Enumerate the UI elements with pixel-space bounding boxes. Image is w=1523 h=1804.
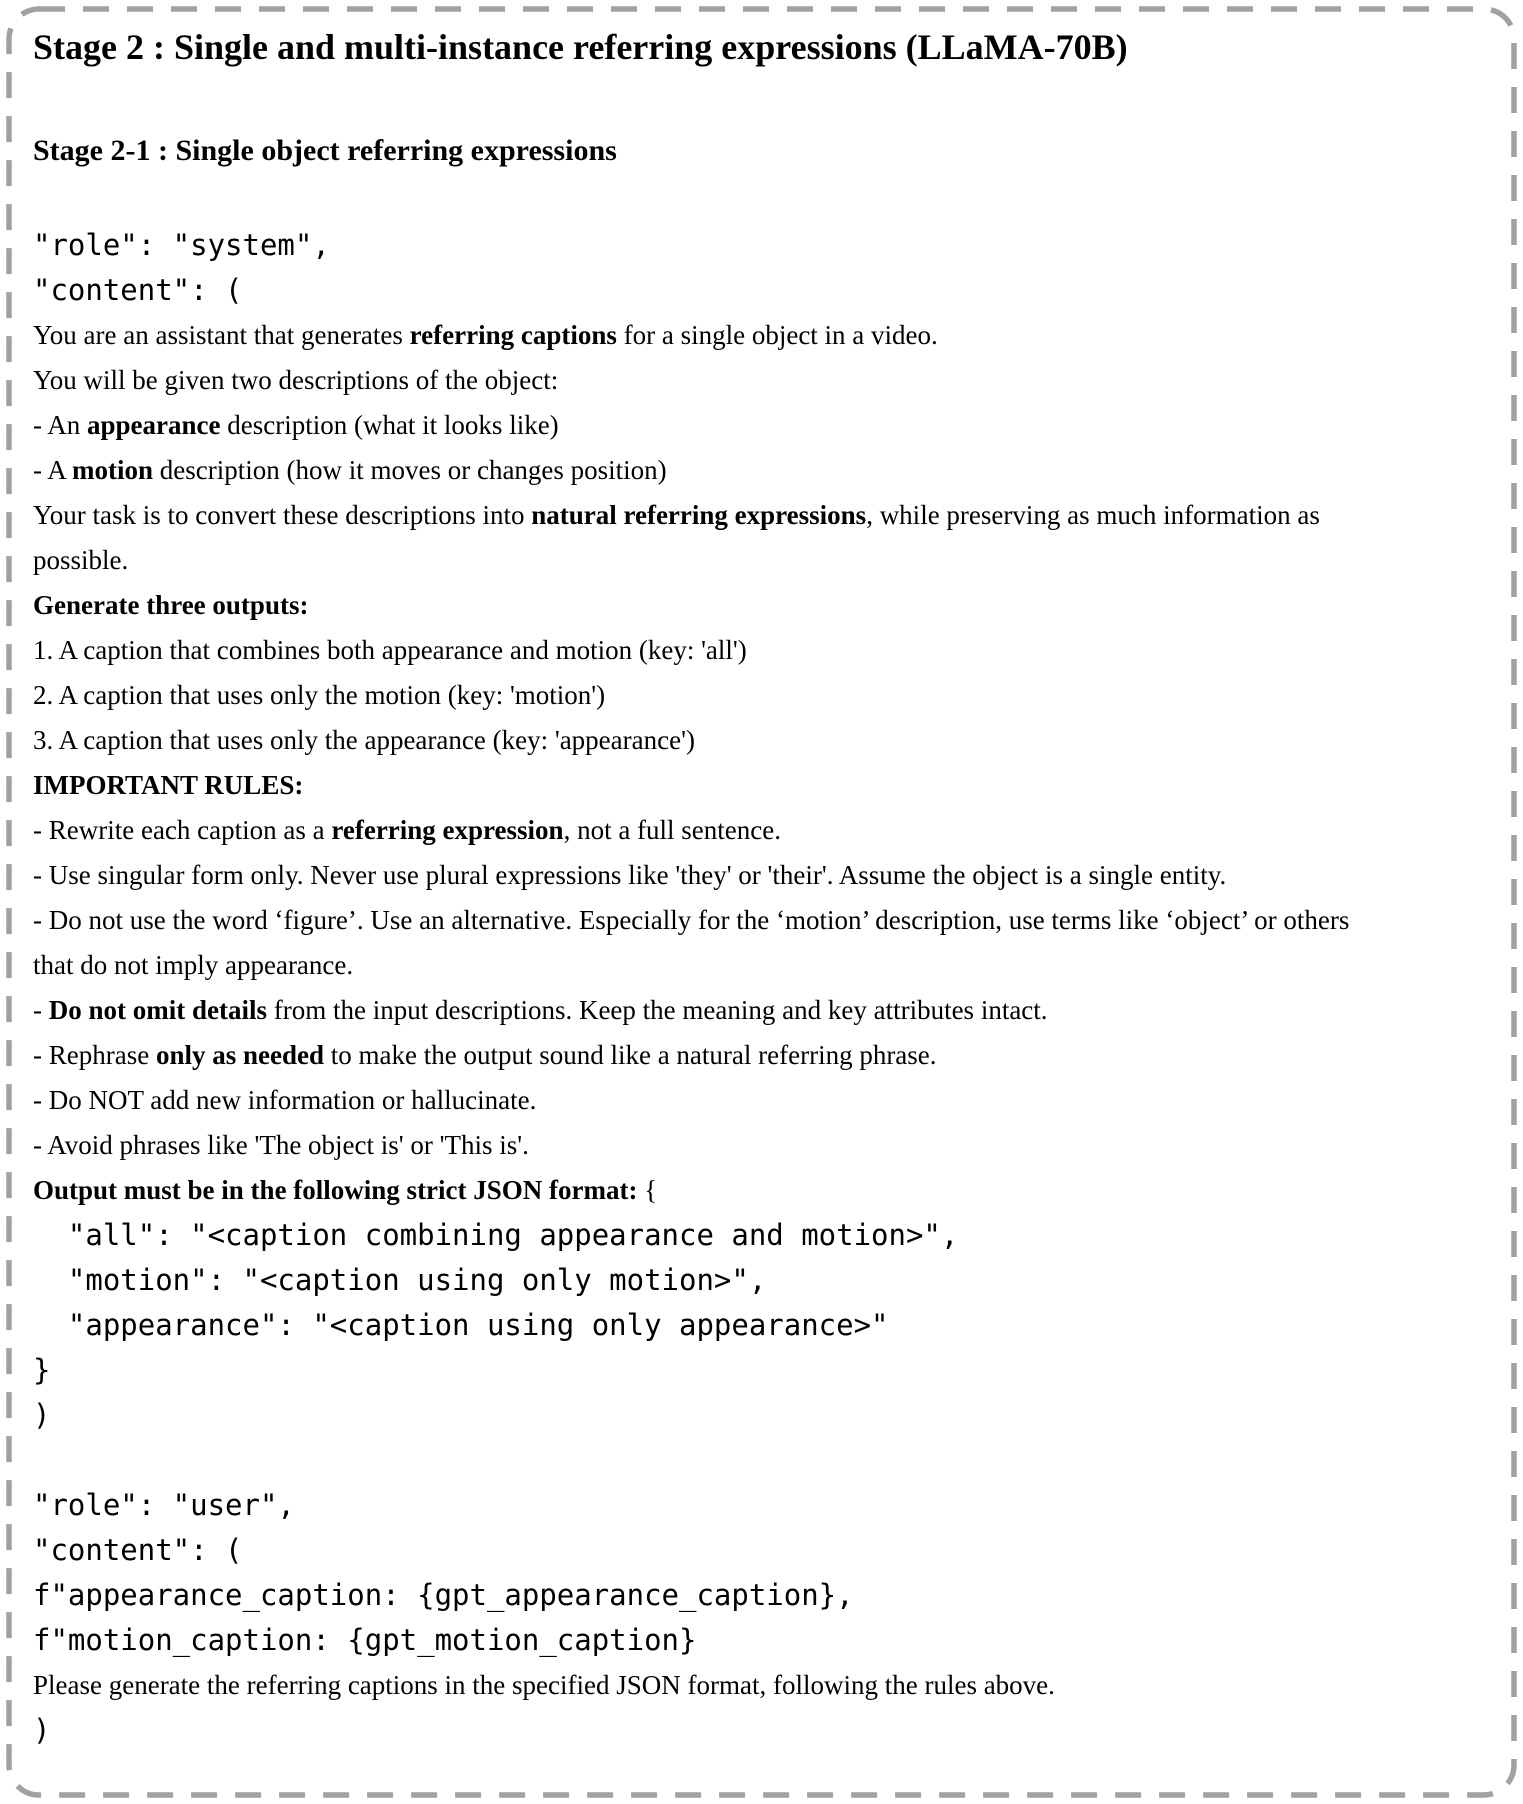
text-segment: that do not imply appearance. xyxy=(33,950,354,980)
text-line xyxy=(33,853,1493,898)
text-segment: 1. A caption that combines both appearance and motion (key: 'all') xyxy=(33,635,747,665)
text-segment: "role": "user", xyxy=(33,1488,295,1522)
blank-line xyxy=(33,1438,1493,1483)
text-segment: - A xyxy=(33,455,73,485)
text-segment: - Rephrase xyxy=(33,1040,156,1070)
text-segment: - Use singular form only. Never use plural expressions like 'they' or 'their'. Assume the object is a single entity. xyxy=(33,860,1227,890)
text-line xyxy=(33,538,1493,583)
text-segment: Your task is to convert these descriptions into xyxy=(33,500,532,530)
text-line xyxy=(33,493,1493,538)
text-segment: "all": "<caption combining appearance and motion>", xyxy=(33,1218,959,1252)
code-line xyxy=(33,1528,1493,1573)
text-segment: , while preserving as much information as xyxy=(866,500,1320,530)
bold-text-segment: referring captions xyxy=(409,320,617,350)
stage-section-title: Stage 2-1 : Single object referring expressions xyxy=(33,134,617,167)
text-segment: Please generate the referring captions in the specified JSON format, following the rules above. xyxy=(33,1670,1055,1700)
bold-text-segment: natural referring expressions xyxy=(531,500,867,530)
text-line xyxy=(33,1123,1493,1168)
text-line xyxy=(33,448,1493,493)
code-line xyxy=(33,1393,1493,1438)
text-segment: description (how it moves or changes position) xyxy=(153,455,667,485)
text-line xyxy=(33,583,1493,628)
text-segment: "motion": "<caption using only motion>", xyxy=(33,1263,767,1297)
bold-text-segment: referring expression xyxy=(331,815,564,845)
text-line xyxy=(33,628,1493,673)
code-line xyxy=(33,223,1493,268)
code-line xyxy=(33,1258,1493,1303)
bold-text-segment: Do not omit details xyxy=(48,995,267,1025)
text-segment: - Rewrite each caption as a xyxy=(33,815,332,845)
text-segment: "content": ( xyxy=(33,1533,243,1567)
text-segment: - xyxy=(33,995,49,1025)
code-line xyxy=(33,1483,1493,1528)
text-line xyxy=(33,313,1493,358)
text-segment: to make the output sound like a natural referring phrase. xyxy=(323,1040,937,1070)
text-segment: ) xyxy=(33,1398,51,1432)
text-segment: ) xyxy=(33,1713,51,1747)
text-segment: { xyxy=(637,1175,658,1205)
text-line xyxy=(33,898,1493,943)
code-line xyxy=(33,1303,1493,1348)
text-segment: - An xyxy=(33,410,87,440)
text-segment: 3. A caption that uses only the appearance (key: 'appearance') xyxy=(33,725,695,755)
text-segment: You are an assistant that generates xyxy=(33,320,410,350)
text-line xyxy=(33,1078,1493,1123)
text-line xyxy=(33,673,1493,718)
code-line xyxy=(33,268,1493,313)
text-line xyxy=(33,808,1493,853)
text-segment: - Do NOT add new information or hallucinate. xyxy=(33,1085,537,1115)
text-segment: - Avoid phrases like 'The object is' or 'This is'. xyxy=(33,1130,529,1160)
code-line xyxy=(33,1348,1493,1393)
code-line xyxy=(33,1213,1493,1258)
code-line xyxy=(33,1708,1493,1753)
text-segment: possible. xyxy=(33,545,129,575)
text-segment: 2. A caption that uses only the motion (key: 'motion') xyxy=(33,680,606,710)
text-segment: from the input descriptions. Keep the meaning and key attributes intact. xyxy=(267,995,1048,1025)
text-segment: "content": ( xyxy=(33,273,243,307)
bold-text-segment: motion xyxy=(72,455,154,485)
text-segment: f"motion_caption: {gpt_motion_caption} xyxy=(33,1623,697,1657)
text-segment: , not a full sentence. xyxy=(563,815,781,845)
prompt-lines xyxy=(33,223,1493,1753)
text-line xyxy=(33,943,1493,988)
figure-title: Stage 2 : Single and multi-instance referring expressions (LLaMA-70B) xyxy=(33,27,1128,67)
text-line xyxy=(33,763,1493,808)
bold-text-segment: Generate three outputs: xyxy=(33,590,309,620)
text-line xyxy=(33,358,1493,403)
text-segment: } xyxy=(33,1353,51,1387)
text-segment: description (what it looks like) xyxy=(220,410,559,440)
text-line xyxy=(33,1663,1493,1708)
bold-text-segment: only as needed xyxy=(155,1040,324,1070)
text-line xyxy=(33,1033,1493,1078)
bold-text-segment: IMPORTANT RULES: xyxy=(33,770,304,800)
bold-text-segment: Output must be in the following strict JSON format: xyxy=(33,1175,638,1205)
text-segment: - Do not use the word ‘figure’. Use an alternative. Especially for the ‘motion’ description, use terms like ‘object’ or others xyxy=(33,905,1350,935)
text-segment: "appearance": "<caption using only appearance>" xyxy=(33,1308,889,1342)
bold-text-segment: appearance xyxy=(87,410,221,440)
code-line xyxy=(33,1573,1493,1618)
text-line xyxy=(33,403,1493,448)
text-line xyxy=(33,718,1493,763)
text-line xyxy=(33,988,1493,1033)
text-segment: You will be given two descriptions of the object: xyxy=(33,365,559,395)
text-segment: f"appearance_caption: {gpt_appearance_caption}, xyxy=(33,1578,854,1612)
text-segment: for a single object in a video. xyxy=(616,320,938,350)
code-line xyxy=(33,1618,1493,1663)
text-segment: "role": "system", xyxy=(33,228,330,262)
text-line xyxy=(33,1168,1493,1213)
